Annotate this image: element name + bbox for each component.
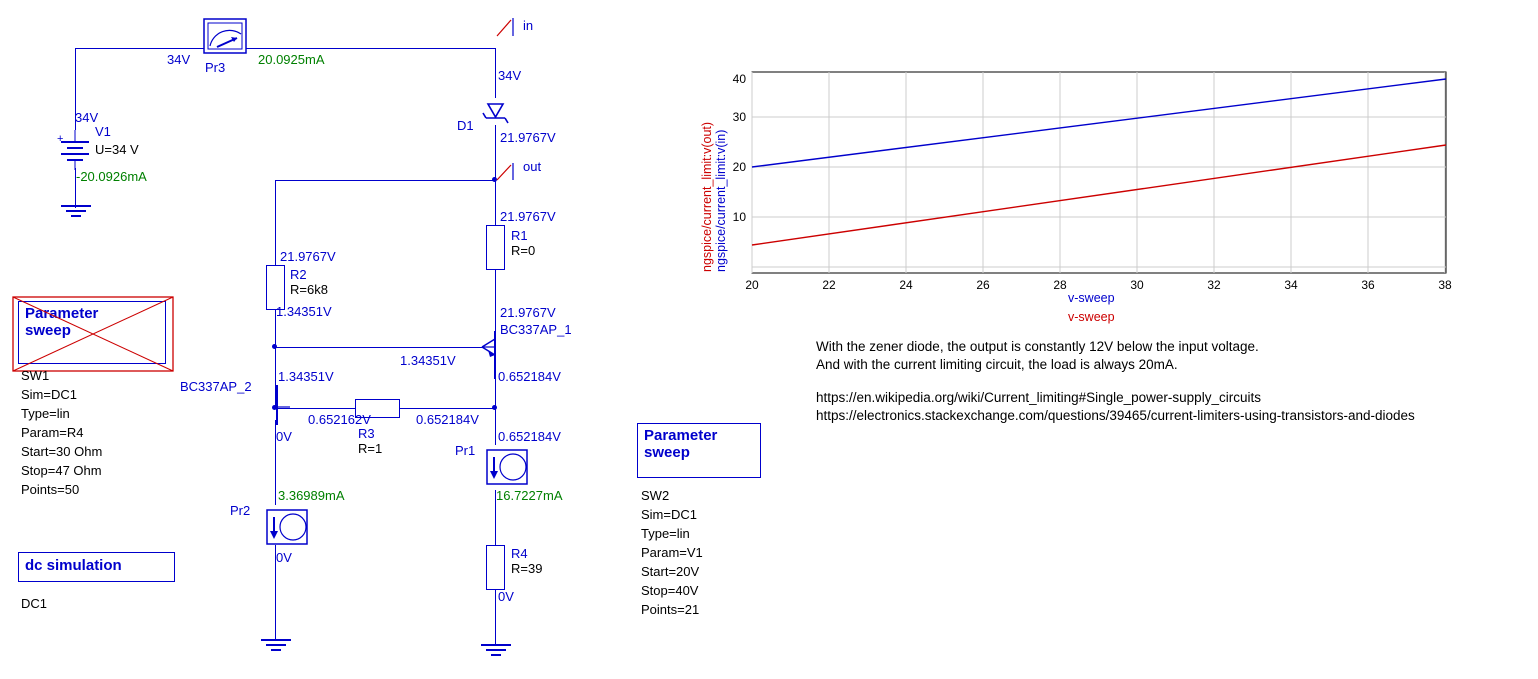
ground-r4	[480, 643, 512, 661]
dc-simulation-title: dc simulation	[25, 557, 122, 574]
wire-diode-to-out	[495, 125, 496, 180]
resistor-r4-symbol[interactable]	[486, 545, 505, 590]
svg-text:+: +	[57, 133, 64, 145]
wire-r3-left	[290, 408, 355, 409]
r2-top-voltage: 21.9767V	[280, 249, 336, 264]
svg-text:26: 26	[976, 278, 990, 292]
r3-value: R=1	[358, 441, 383, 456]
svg-text:32: 32	[1207, 278, 1221, 292]
sw2-line-1: Sim=DC1	[641, 507, 697, 522]
net-in-marker	[497, 14, 525, 38]
svg-text:24: 24	[899, 278, 913, 292]
q2-emitter-voltage: 0V	[276, 429, 292, 444]
plot-diagram[interactable]	[690, 55, 1460, 292]
probe-pr1-symbol[interactable]	[486, 445, 530, 489]
transistor-q2-symbol[interactable]	[265, 385, 295, 430]
wire-r4-bottom	[495, 590, 496, 645]
probe-pr2-value: 3.36989mA	[278, 488, 345, 503]
probe-pr3-name: Pr3	[205, 60, 226, 75]
sw1-line-1: Sim=DC1	[21, 387, 77, 402]
r2-name: R2	[290, 267, 307, 282]
param-sweep-sw1-title-line1: Parameter	[25, 305, 99, 322]
d1-out-voltage: 21.9767V	[500, 130, 556, 145]
ground-v1	[60, 204, 92, 222]
param-sweep-sw2-lines	[641, 486, 703, 619]
transistor-q1-symbol[interactable]	[470, 325, 500, 385]
net-in-label: in	[523, 18, 534, 33]
svg-text:38: 38	[1438, 278, 1452, 292]
source-v1-symbol[interactable]	[57, 130, 94, 170]
sw1-line-3: Param=R4	[21, 425, 84, 440]
svg-text:28: 28	[1053, 278, 1067, 292]
svg-text:20: 20	[745, 278, 759, 292]
svg-text:10: 10	[732, 210, 746, 224]
v1-node-voltage: 34V	[75, 110, 99, 125]
svg-text:36: 36	[1361, 278, 1375, 292]
sw2-line-0: SW2	[641, 488, 670, 503]
svg-text:30: 30	[732, 110, 746, 124]
r4-value: R=39	[511, 561, 543, 576]
sw1-line-2: Type=lin	[21, 406, 70, 421]
dc-simulation-name: DC1	[21, 596, 48, 611]
q1-base-voltage: 1.34351V	[400, 353, 456, 368]
ground-q2	[260, 638, 292, 656]
probe-pr1-value: 16.7227mA	[496, 488, 563, 503]
param-sweep-sw1-lines	[21, 366, 102, 499]
probe-pr3-value: 20.0925mA	[258, 52, 325, 67]
probe-pr2-name: Pr2	[230, 503, 251, 518]
r4-name: R4	[511, 546, 528, 561]
wire-r2-top	[275, 180, 276, 265]
note-link-2: https://electronics.stackexchange.com/questions/39465/current-limiters-using-transistors-and-diodes	[816, 408, 1415, 423]
junction-emitter	[492, 405, 497, 410]
sw1-line-0: SW1	[21, 368, 50, 383]
plot-ylabel-out: ngspice/current_limit:v(out)	[700, 121, 714, 272]
probe-pr2-symbol[interactable]	[266, 505, 310, 549]
wire-base-bus	[275, 347, 483, 348]
r1-value: R=0	[511, 243, 536, 258]
sw1-line-6: Points=50	[21, 482, 80, 497]
svg-text:20: 20	[732, 160, 746, 174]
svg-text:40: 40	[732, 72, 746, 86]
r1-top-voltage: 21.9767V	[500, 209, 556, 224]
q2-base-voltage: 1.34351V	[278, 369, 334, 384]
wire-out-to-r2	[275, 180, 496, 181]
svg-text:22: 22	[822, 278, 836, 292]
v1-value: U=34 V	[95, 142, 139, 157]
wire-r3-right	[400, 408, 496, 409]
pr2-node-voltage: 0V	[276, 550, 292, 565]
r4-bottom-voltage: 0V	[498, 589, 514, 604]
sw1-line-4: Start=30 Ohm	[21, 444, 103, 459]
in-node-voltage: 34V	[498, 68, 522, 83]
r3-left-voltage: 0.652162V	[308, 412, 371, 427]
svg-text:34: 34	[1284, 278, 1298, 292]
wire-in-down	[495, 48, 496, 98]
r1-name: R1	[511, 228, 528, 243]
r2-value: R=6k8	[290, 282, 328, 297]
r2-bottom-voltage: 1.34351V	[276, 304, 332, 319]
wire-top-left	[75, 48, 205, 49]
probe-pr1-name: Pr1	[455, 443, 476, 458]
sw2-line-5: Stop=40V	[641, 583, 699, 598]
svg-text:30: 30	[1130, 278, 1144, 292]
diode-d1-symbol[interactable]	[481, 97, 510, 126]
param-sweep-sw2-title-line2: sweep	[644, 444, 690, 461]
r3-right-voltage: 0.652184V	[416, 412, 479, 427]
pr1-node-voltage: 0.652184V	[498, 429, 561, 444]
param-sweep-sw1-title-line2: sweep	[25, 322, 71, 339]
net-out-label: out	[523, 159, 542, 174]
plot-legend-red: v-sweep	[1068, 310, 1115, 324]
q2-name: BC337AP_2	[180, 379, 252, 394]
plot-ylabel-in: ngspice/current_limit:v(in)	[714, 129, 728, 272]
wire-top-right	[244, 48, 495, 49]
r1-bottom-voltage: 21.9767V	[500, 305, 556, 320]
q1-name: BC337AP_1	[500, 322, 572, 337]
plot-legend-blue: v-sweep	[1068, 291, 1115, 305]
sw2-line-3: Param=V1	[641, 545, 703, 560]
net-out-marker	[497, 160, 525, 182]
d1-name: D1	[457, 118, 474, 133]
v1-current: -20.0926mA	[76, 169, 147, 184]
sw2-line-2: Type=lin	[641, 526, 690, 541]
note-line-1: With the zener diode, the output is constantly 12V below the input voltage.	[816, 339, 1259, 354]
wire-out-to-r1	[495, 180, 496, 225]
sw2-line-4: Start=20V	[641, 564, 700, 579]
probe-pr3-symbol[interactable]	[203, 18, 247, 54]
dc-simulation-box[interactable]	[18, 552, 175, 582]
junction-r2-base	[272, 344, 277, 349]
r3-name: R3	[358, 426, 375, 441]
v1-top-voltage: 34V	[167, 52, 191, 67]
note-line-2: And with the current limiting circuit, the load is always 20mA.	[816, 357, 1178, 372]
param-sweep-sw2-title-line1: Parameter	[644, 427, 718, 444]
param-sweep-sw1-selection	[12, 296, 174, 372]
note-link-1: https://en.wikipedia.org/wiki/Current_limiting#Single_power-supply_circuits	[816, 390, 1261, 405]
sw1-line-5: Stop=47 Ohm	[21, 463, 102, 478]
resistor-r1-symbol[interactable]	[486, 225, 505, 270]
q1-emitter-voltage: 0.652184V	[498, 369, 561, 384]
v1-name: V1	[95, 124, 111, 139]
param-sweep-sw2-box[interactable]	[637, 423, 761, 478]
sw2-line-6: Points=21	[641, 602, 700, 617]
